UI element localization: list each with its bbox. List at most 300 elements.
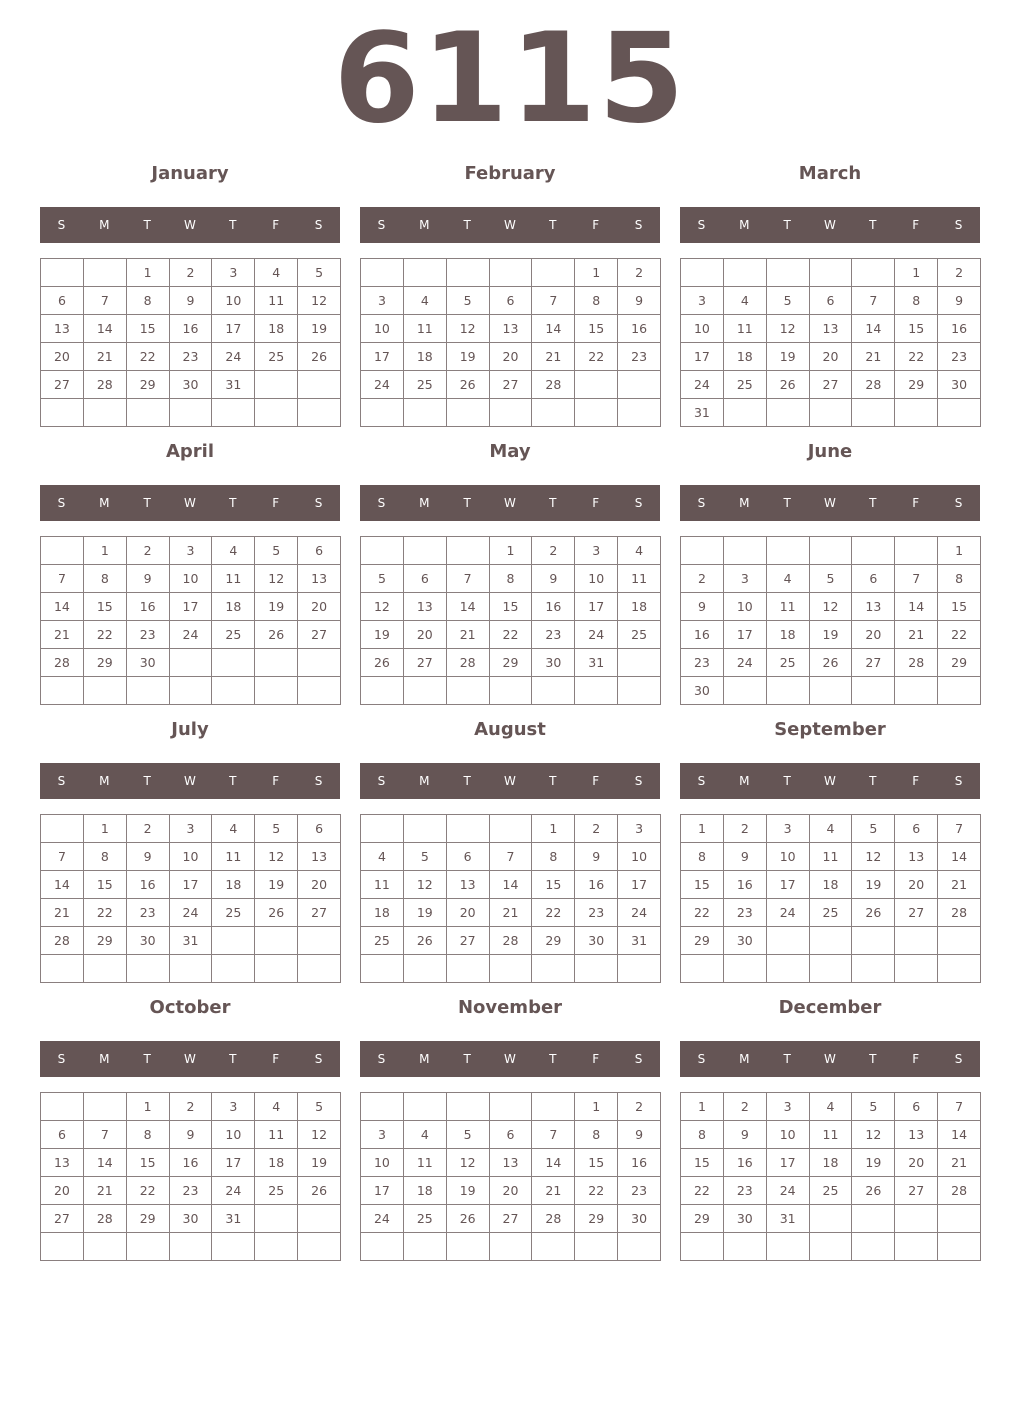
day-cell [852, 1205, 895, 1233]
weekday-label: M [419, 774, 430, 788]
day-grid [360, 258, 661, 427]
day-cell [489, 1093, 532, 1121]
day-cell [938, 927, 981, 955]
week-row [361, 621, 661, 649]
day-cell: 12 [446, 1149, 489, 1177]
day-cell [446, 399, 489, 427]
day-cell: 4 [212, 815, 255, 843]
day-cell: 28 [489, 927, 532, 955]
day-cell [403, 955, 446, 983]
day-cell: 23 [532, 621, 575, 649]
day-cell: 23 [618, 1177, 661, 1205]
weekday-label: W [824, 774, 836, 788]
week-row [681, 899, 981, 927]
day-cell [41, 955, 84, 983]
day-cell [212, 927, 255, 955]
weekday-header [680, 485, 980, 521]
week-row [681, 649, 981, 677]
weekday-label: T [869, 218, 877, 232]
day-cell [809, 537, 852, 565]
day-cell [361, 1093, 404, 1121]
day-cell [403, 259, 446, 287]
day-cell: 28 [41, 927, 84, 955]
day-cell: 28 [83, 371, 126, 399]
day-cell [766, 927, 809, 955]
day-cell: 4 [809, 1093, 852, 1121]
day-cell: 16 [681, 621, 724, 649]
weekday-label: T [463, 218, 471, 232]
day-cell: 3 [766, 1093, 809, 1121]
day-cell: 5 [852, 1093, 895, 1121]
week-row [41, 955, 341, 983]
day-cell: 12 [255, 843, 298, 871]
day-cell: 31 [575, 649, 618, 677]
day-cell: 28 [83, 1205, 126, 1233]
day-cell [938, 1205, 981, 1233]
weekday-label: M [99, 774, 110, 788]
day-cell [298, 955, 341, 983]
week-row [361, 1121, 661, 1149]
weekday-label: F [912, 1052, 920, 1066]
day-cell [575, 677, 618, 705]
day-cell [938, 955, 981, 983]
day-cell: 2 [169, 1093, 212, 1121]
day-cell [41, 399, 84, 427]
day-cell: 8 [83, 565, 126, 593]
day-cell [723, 955, 766, 983]
day-cell: 13 [403, 593, 446, 621]
week-row [681, 927, 981, 955]
day-cell: 16 [575, 871, 618, 899]
weekday-label: S [377, 1052, 386, 1066]
weekday-label: T [463, 1052, 471, 1066]
day-cell [489, 815, 532, 843]
weekday-label: S [57, 496, 66, 510]
day-cell: 5 [403, 843, 446, 871]
week-row [41, 1149, 341, 1177]
day-cell: 22 [938, 621, 981, 649]
week-row [361, 315, 661, 343]
week-row [361, 1233, 661, 1261]
weekday-label: F [272, 774, 280, 788]
day-cell: 20 [41, 1177, 84, 1205]
day-cell: 6 [489, 287, 532, 315]
day-cell: 13 [809, 315, 852, 343]
day-cell: 24 [681, 371, 724, 399]
day-cell: 24 [361, 371, 404, 399]
weekday-label: F [592, 496, 600, 510]
day-cell [681, 1233, 724, 1261]
week-row [681, 343, 981, 371]
day-cell: 22 [575, 1177, 618, 1205]
day-cell: 20 [403, 621, 446, 649]
week-row [41, 815, 341, 843]
day-cell: 9 [169, 287, 212, 315]
weekday-label: M [99, 496, 110, 510]
day-cell: 10 [766, 1121, 809, 1149]
day-cell: 11 [212, 565, 255, 593]
day-cell: 27 [809, 371, 852, 399]
day-cell: 3 [361, 1121, 404, 1149]
day-cell [618, 677, 661, 705]
month-title: December [778, 997, 882, 1018]
day-cell: 12 [446, 315, 489, 343]
day-cell: 6 [298, 537, 341, 565]
weekday-header [360, 763, 660, 799]
week-row [41, 1177, 341, 1205]
month-title: May [489, 441, 531, 462]
day-cell: 25 [809, 1177, 852, 1205]
weekday-label: S [954, 774, 963, 788]
day-cell: 28 [938, 899, 981, 927]
weekday-label: W [824, 218, 836, 232]
day-cell [403, 815, 446, 843]
day-grid [40, 536, 341, 705]
day-cell: 6 [298, 815, 341, 843]
week-row [41, 537, 341, 565]
day-cell: 16 [169, 315, 212, 343]
weekday-header [40, 1041, 340, 1077]
day-cell: 21 [83, 343, 126, 371]
week-row [361, 343, 661, 371]
weekday-label: T [549, 1052, 557, 1066]
day-cell: 2 [938, 259, 981, 287]
day-cell: 8 [489, 565, 532, 593]
day-cell: 25 [255, 1177, 298, 1205]
day-cell: 15 [575, 1149, 618, 1177]
day-cell: 14 [895, 593, 938, 621]
week-row [681, 593, 981, 621]
day-cell [852, 955, 895, 983]
day-cell [575, 955, 618, 983]
weekday-label: S [314, 774, 323, 788]
day-cell: 15 [575, 315, 618, 343]
weekday-header [40, 207, 340, 243]
day-cell: 15 [489, 593, 532, 621]
day-cell: 16 [126, 871, 169, 899]
day-cell: 6 [489, 1121, 532, 1149]
day-cell [169, 399, 212, 427]
day-cell: 12 [361, 593, 404, 621]
day-cell: 3 [723, 565, 766, 593]
weekday-label: F [912, 218, 920, 232]
day-cell: 26 [298, 343, 341, 371]
day-cell: 13 [895, 1121, 938, 1149]
day-cell: 16 [723, 871, 766, 899]
weekday-label: W [184, 774, 196, 788]
day-cell [403, 537, 446, 565]
day-cell: 1 [575, 1093, 618, 1121]
day-cell [41, 537, 84, 565]
day-cell: 17 [723, 621, 766, 649]
day-cell: 31 [212, 1205, 255, 1233]
week-row [681, 565, 981, 593]
day-cell [852, 677, 895, 705]
day-cell: 13 [298, 565, 341, 593]
weekday-label: M [739, 1052, 750, 1066]
week-row [41, 871, 341, 899]
day-cell: 7 [489, 843, 532, 871]
day-cell: 11 [809, 1121, 852, 1149]
day-cell: 23 [575, 899, 618, 927]
weekday-label: F [272, 496, 280, 510]
day-cell: 31 [212, 371, 255, 399]
week-row [681, 621, 981, 649]
day-cell: 11 [809, 843, 852, 871]
weekday-label: T [869, 774, 877, 788]
day-cell: 1 [575, 259, 618, 287]
day-cell: 30 [938, 371, 981, 399]
day-cell [446, 955, 489, 983]
week-row [41, 927, 341, 955]
day-cell: 24 [766, 1177, 809, 1205]
day-cell: 22 [83, 899, 126, 927]
day-cell: 20 [489, 343, 532, 371]
day-cell: 30 [723, 927, 766, 955]
day-cell [766, 537, 809, 565]
day-cell: 29 [83, 927, 126, 955]
day-cell: 27 [895, 1177, 938, 1205]
day-cell [895, 537, 938, 565]
day-cell: 24 [169, 899, 212, 927]
day-grid [40, 258, 341, 427]
day-cell: 9 [126, 843, 169, 871]
day-cell [255, 1205, 298, 1233]
weekday-label: T [143, 218, 151, 232]
day-cell: 10 [361, 315, 404, 343]
weekday-label: M [99, 218, 110, 232]
weekday-label: M [419, 496, 430, 510]
day-cell: 2 [681, 565, 724, 593]
day-cell [895, 399, 938, 427]
day-cell: 13 [895, 843, 938, 871]
day-cell: 7 [446, 565, 489, 593]
week-row [681, 677, 981, 705]
weekday-label: S [954, 218, 963, 232]
day-cell: 8 [126, 287, 169, 315]
day-cell [126, 677, 169, 705]
day-cell: 15 [83, 593, 126, 621]
day-cell [361, 955, 404, 983]
day-cell: 25 [403, 371, 446, 399]
day-cell: 22 [126, 1177, 169, 1205]
weekday-label: T [229, 218, 237, 232]
day-cell: 26 [446, 371, 489, 399]
day-cell: 16 [618, 1149, 661, 1177]
day-cell: 7 [532, 1121, 575, 1149]
day-cell: 18 [723, 343, 766, 371]
day-cell [361, 677, 404, 705]
day-cell [83, 399, 126, 427]
day-cell: 29 [83, 649, 126, 677]
day-cell: 7 [938, 815, 981, 843]
weekday-label: S [634, 774, 643, 788]
day-cell: 24 [361, 1205, 404, 1233]
day-cell: 30 [126, 649, 169, 677]
day-cell [489, 677, 532, 705]
day-cell [532, 677, 575, 705]
day-cell: 21 [532, 1177, 575, 1205]
day-cell: 24 [618, 899, 661, 927]
day-cell: 10 [766, 843, 809, 871]
day-cell: 12 [809, 593, 852, 621]
day-cell: 27 [41, 371, 84, 399]
day-cell: 9 [723, 1121, 766, 1149]
week-row [361, 259, 661, 287]
day-cell: 28 [895, 649, 938, 677]
day-grid [360, 536, 661, 705]
day-cell: 20 [895, 1149, 938, 1177]
weekday-label: T [783, 218, 791, 232]
weekday-label: W [184, 496, 196, 510]
week-row [361, 955, 661, 983]
day-cell: 12 [255, 565, 298, 593]
week-row [681, 315, 981, 343]
day-cell: 17 [212, 1149, 255, 1177]
day-cell: 10 [618, 843, 661, 871]
weekday-label: S [377, 774, 386, 788]
weekday-label: W [824, 1052, 836, 1066]
day-cell [255, 649, 298, 677]
week-row [361, 871, 661, 899]
day-cell: 9 [723, 843, 766, 871]
day-cell [255, 677, 298, 705]
day-cell: 30 [723, 1205, 766, 1233]
day-cell: 10 [212, 287, 255, 315]
day-cell: 3 [361, 287, 404, 315]
day-cell [361, 259, 404, 287]
day-cell: 8 [938, 565, 981, 593]
day-cell: 13 [41, 315, 84, 343]
day-cell: 28 [532, 371, 575, 399]
weekday-label: M [739, 218, 750, 232]
day-cell: 14 [852, 315, 895, 343]
day-cell [895, 1233, 938, 1261]
day-cell: 29 [532, 927, 575, 955]
day-cell [41, 1233, 84, 1261]
day-cell: 6 [41, 287, 84, 315]
day-cell: 19 [403, 899, 446, 927]
day-cell [489, 1233, 532, 1261]
day-cell: 23 [723, 1177, 766, 1205]
week-row [41, 399, 341, 427]
week-row [41, 649, 341, 677]
day-cell: 15 [126, 315, 169, 343]
day-cell: 25 [403, 1205, 446, 1233]
day-cell: 7 [938, 1093, 981, 1121]
day-cell [618, 399, 661, 427]
day-cell: 4 [766, 565, 809, 593]
day-cell: 4 [809, 815, 852, 843]
day-cell [361, 1233, 404, 1261]
day-cell [809, 677, 852, 705]
day-cell [83, 955, 126, 983]
day-cell: 5 [766, 287, 809, 315]
day-cell [766, 399, 809, 427]
day-grid [680, 1092, 981, 1261]
day-cell: 2 [126, 537, 169, 565]
day-cell: 19 [361, 621, 404, 649]
week-row [681, 843, 981, 871]
day-cell: 9 [575, 843, 618, 871]
day-cell [361, 815, 404, 843]
day-cell: 14 [938, 1121, 981, 1149]
day-cell [575, 1233, 618, 1261]
weekday-label: F [592, 1052, 600, 1066]
month-title: February [464, 163, 556, 184]
week-row [41, 315, 341, 343]
day-cell: 1 [532, 815, 575, 843]
weekday-label: T [229, 496, 237, 510]
day-cell: 22 [575, 343, 618, 371]
week-row [681, 1149, 981, 1177]
day-grid [680, 814, 981, 983]
day-cell: 10 [212, 1121, 255, 1149]
day-cell: 5 [298, 259, 341, 287]
day-cell: 15 [681, 1149, 724, 1177]
day-cell [489, 399, 532, 427]
day-cell: 1 [895, 259, 938, 287]
weekday-label: W [504, 1052, 516, 1066]
day-cell: 5 [298, 1093, 341, 1121]
day-cell: 23 [618, 343, 661, 371]
day-cell: 4 [403, 1121, 446, 1149]
day-cell [212, 677, 255, 705]
day-cell: 27 [403, 649, 446, 677]
day-cell: 14 [532, 315, 575, 343]
weekday-label: S [314, 218, 323, 232]
day-cell [403, 1233, 446, 1261]
day-cell [212, 399, 255, 427]
day-cell [298, 927, 341, 955]
day-cell [723, 1233, 766, 1261]
day-cell: 21 [895, 621, 938, 649]
day-cell: 30 [575, 927, 618, 955]
week-row [681, 371, 981, 399]
day-cell: 19 [766, 343, 809, 371]
day-grid [680, 536, 981, 705]
day-cell: 24 [212, 343, 255, 371]
day-cell [446, 1093, 489, 1121]
weekday-header [680, 207, 980, 243]
day-cell: 8 [681, 843, 724, 871]
day-cell: 19 [852, 1149, 895, 1177]
day-cell: 8 [575, 1121, 618, 1149]
day-cell: 8 [681, 1121, 724, 1149]
day-cell [169, 677, 212, 705]
day-cell [41, 677, 84, 705]
day-cell: 3 [681, 287, 724, 315]
day-cell [723, 677, 766, 705]
day-cell: 17 [169, 593, 212, 621]
day-cell [575, 371, 618, 399]
day-cell: 8 [83, 843, 126, 871]
day-cell: 22 [681, 899, 724, 927]
day-cell: 21 [83, 1177, 126, 1205]
day-cell [83, 259, 126, 287]
day-cell: 22 [126, 343, 169, 371]
day-cell: 15 [938, 593, 981, 621]
day-cell: 28 [446, 649, 489, 677]
day-cell [809, 1233, 852, 1261]
day-cell: 8 [575, 287, 618, 315]
day-cell: 29 [681, 1205, 724, 1233]
week-row [41, 677, 341, 705]
day-cell: 25 [618, 621, 661, 649]
day-cell [169, 1233, 212, 1261]
day-cell: 12 [298, 287, 341, 315]
day-cell: 29 [938, 649, 981, 677]
